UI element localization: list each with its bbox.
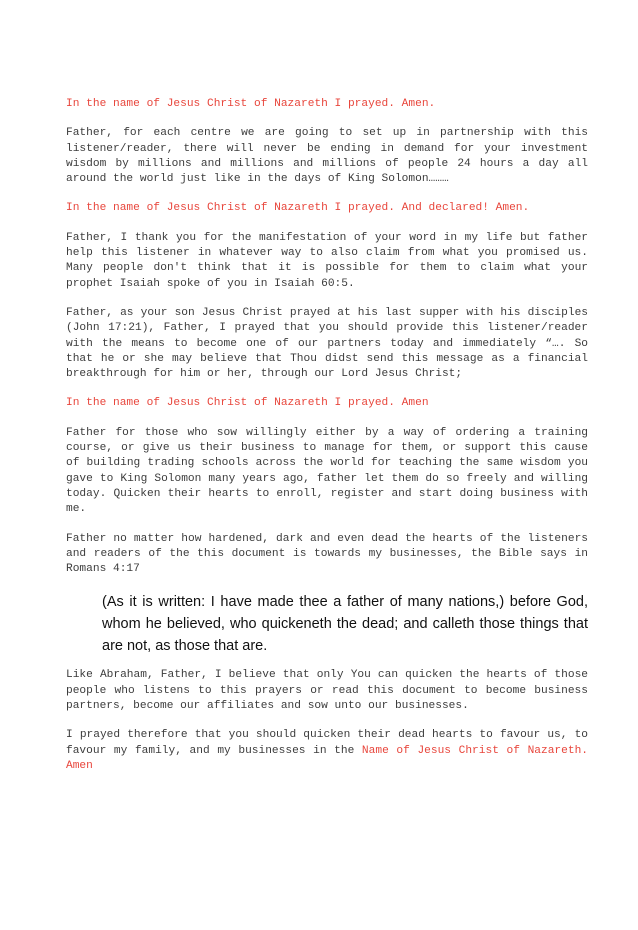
prayer-heading-3: In the name of Jesus Christ of Nazareth I prayed. Amen bbox=[66, 397, 429, 410]
paragraph-thanks: Father, I thank you for the manifestation of your word in my life but father help this listener in whatever way to also claim from what you promised us. Many people don't think that it is possible for them to claim what your prophet Isaiah spoke of you in Isaiah 60:5. bbox=[66, 231, 588, 290]
closing-text: I prayed therefore that you should quicken their dead hearts to favour us, to favour my family, and my businesses in the bbox=[66, 729, 588, 757]
paragraph-centres: Father, for each centre we are going to set up in partnership with this listener/reader, there will never be ending in demand for your investment wisdom by millions and millions and millions of people 24 hours a day all around the world just like in the days of King Solomon……… bbox=[66, 127, 588, 186]
document-body bbox=[66, 97, 588, 788]
paragraph-sow-willingly: Father for those who sow willingly either by a way of ordering a training course, or give us their business to manage for them, or support this cause of building trading schools across the world for teaching the same wisdom you gave to King Solomon many years ago, father let them do so freely and willing today. Quicken their hearts to enroll, register and start doing business with me. bbox=[66, 426, 588, 516]
prayer-heading-1: In the name of Jesus Christ of Nazareth I prayed. Amen. bbox=[66, 98, 436, 110]
paragraph-romans: Father no matter how hardened, dark and even dead the hearts of the listeners and readers of the this document is towards my businesses, the Bible says in Romans 4:17 bbox=[66, 532, 588, 576]
paragraph-abraham: Like Abraham, Father, I believe that only You can quicken the hearts of those people who listens to this prayers or read this document to become business partners, become our affiliates and sow unto our businesses. bbox=[66, 669, 588, 713]
closing-red-text: Name of Jesus Christ of Nazareth. Amen bbox=[66, 744, 588, 772]
paragraph-last-supper: Father, as your son Jesus Christ prayed at his last supper with his disciples (John 17:21), Father, I prayed that you should provide this listener/reader with the means to become one of our partners today and immediately “…. So that he or she may believe that Thou didst send this message as a financial breakthrough for him or her, through our Lord Jesus Christ; bbox=[66, 306, 588, 381]
scripture-quote: (As it is written: I have made thee a father of many nations,) before God, whom he believed, who quickeneth the dead; and calleth those things that are not, as those that are. bbox=[102, 594, 588, 655]
paragraph-closing bbox=[66, 728, 588, 774]
prayer-heading-2: In the name of Jesus Christ of Nazareth I prayed. And declared! Amen. bbox=[66, 202, 530, 215]
